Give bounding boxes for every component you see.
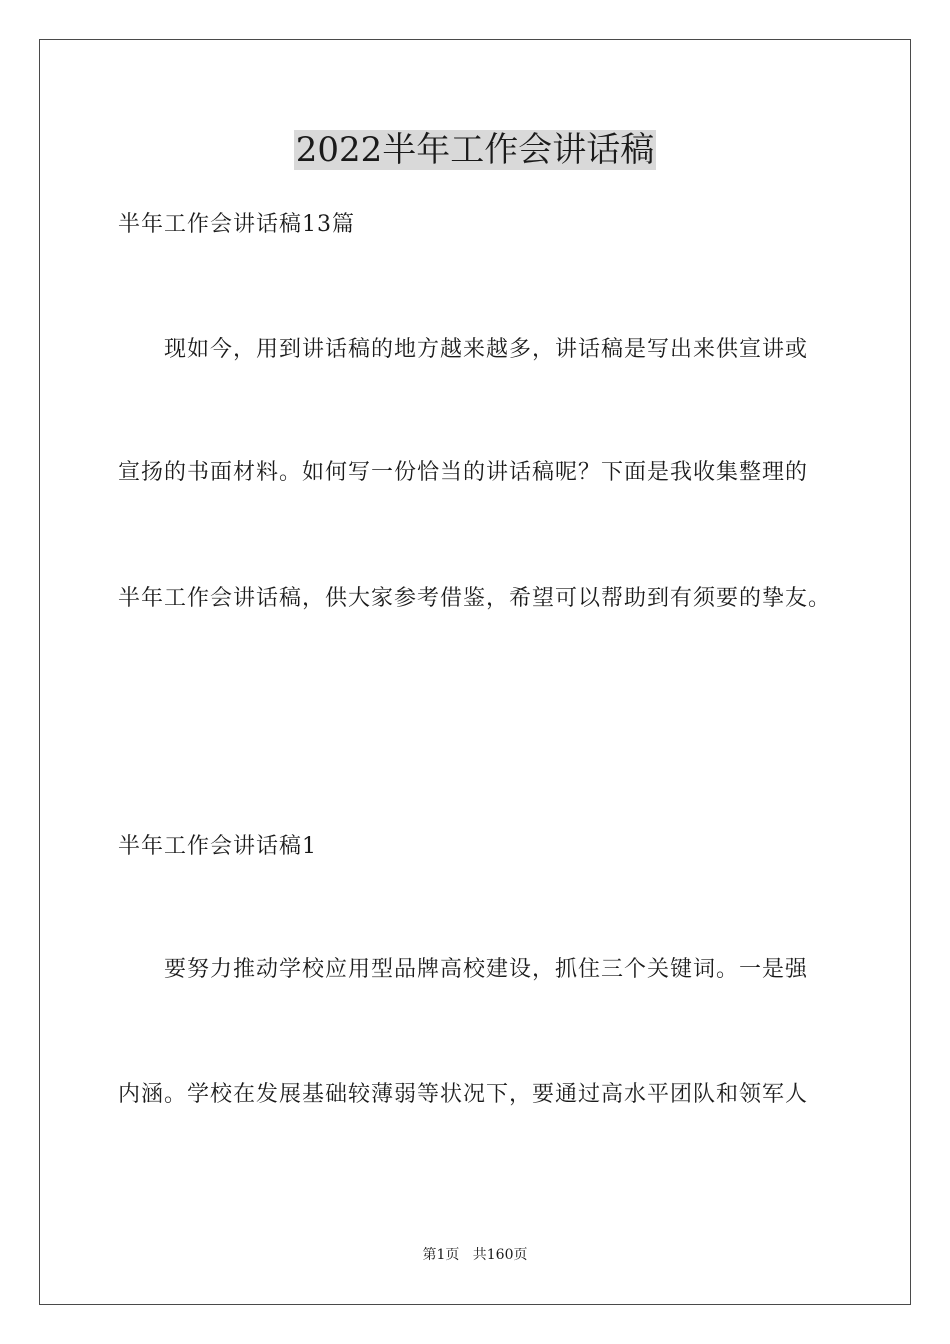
document-subtitle: 半年工作会讲话稿13篇 — [118, 212, 355, 237]
intro-paragraph-line-3: 半年工作会讲话稿，供大家参考借鉴，希望可以帮助到有须要的挚友。 — [118, 586, 832, 611]
document-title — [0, 128, 950, 172]
section-paragraph-line-2: 内涵。学校在发展基础较薄弱等状况下，要通过高水平团队和领军人 — [118, 1082, 809, 1107]
document-title-text: 2022半年工作会讲话稿 — [295, 130, 655, 170]
intro-paragraph-line-2: 宣扬的书面材料。如何写一份恰当的讲话稿呢？下面是我收集整理的 — [118, 460, 809, 485]
page-footer: 第1页 共160页 — [422, 1247, 528, 1263]
intro-paragraph-line-1: 现如今，用到讲话稿的地方越来越多，讲话稿是写出来供宣讲或 — [164, 337, 809, 362]
section-heading: 半年工作会讲话稿1 — [118, 834, 317, 859]
section-paragraph-line-1: 要努力推动学校应用型品牌高校建设，抓住三个关键词。一是强 — [164, 957, 809, 982]
